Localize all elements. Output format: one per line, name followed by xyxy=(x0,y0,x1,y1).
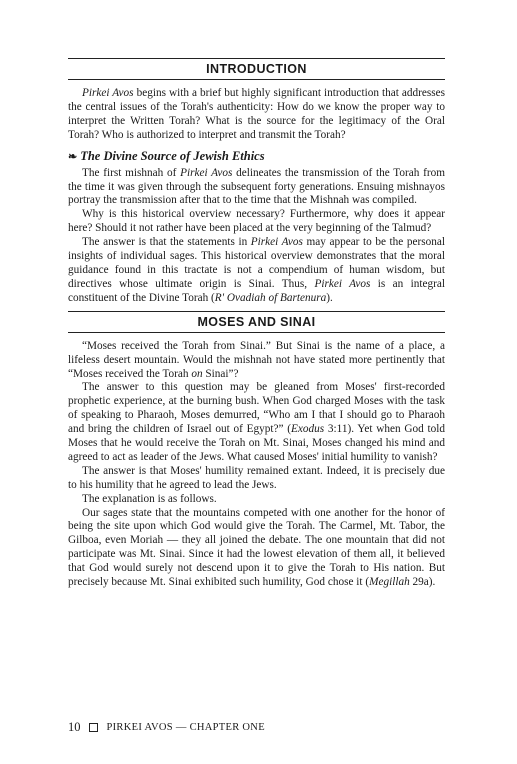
paragraph-2: Why is this historical overview necessary? Furthermore, why does it appear here? Should it not rather have been placed at the very beginning of the Talmud? xyxy=(68,208,445,235)
moses-paragraph-2: The answer to this question may be gleaned from Moses' first-recorded prophetic experience, at the burning bush. When God charged Moses with the task of speaking to Pharaoh, Moses demurred, “Who am I that I should go to Pharaoh and bring the children of Israel out of Egypt?” (Exodus 3:11). Yet when God told Moses that he would receive the Torah on Mt. Sinai, Moses changed his mind and agreed to act as leader of the Jews. What caused Moses' initial humility to vanish? xyxy=(68,381,445,463)
subheading xyxy=(68,149,445,164)
moses-paragraph-4: The explanation is as follows. xyxy=(82,492,217,505)
moses-paragraph-3: The answer is that Moses' humility remained extant. Indeed, it is precisely due to his humility that he agreed to lead the Jews. xyxy=(68,464,445,491)
italic-text: Pirkei Avos xyxy=(250,236,303,249)
ornament-icon: ❧ xyxy=(68,150,78,163)
paragraph-1: The first mishnah of Pirkei Avos delineates the transmission of the Torah from the time it was given through the subsequent forty generations. Ensuing mishnayos portray the transmission after that to the time that the Mishnah was compiled. xyxy=(68,166,445,207)
italic-text: R' Ovadiah of Bartenura xyxy=(214,291,327,304)
moses-paragraph-5: Our sages state that the mountains competed with one another for the honor of being the site upon which God would give the Torah. The Carmel, Mt. Tabor, the Gilboa, even Moriah — they all joined the debate. The one mountain that did not participate was Mt. Sinai. Since it had the lowest elevation of them all, it believed that God would surely not descend upon it to give the Torah to His nation. But precisely because Mt. Sinai exhibited such humility, God chose it (Megillah 29a). xyxy=(68,506,445,589)
intro-paragraph: Pirkei Avos begins with a brief but highly significant introduction that addresses the central issues of the Torah's authenticity: How do we know the proper way to interpret the Written Torah? What is the source for the legitimacy of the Oral Torah? Who is authorized to interpret and transmit the Torah? xyxy=(68,87,445,141)
section-heading-introduction: INTRODUCTION xyxy=(68,58,445,80)
page-number: 10 xyxy=(68,720,81,734)
italic-text: Megillah xyxy=(369,576,410,589)
running-head: PIRKEI AVOS — CHAPTER ONE xyxy=(106,722,265,733)
italic-text: Pirkei Avos xyxy=(314,277,371,290)
page-footer xyxy=(68,720,265,735)
italic-text: on xyxy=(191,367,203,380)
italic-text: Pirkei Avos xyxy=(180,166,233,179)
moses-paragraph-1: “Moses received the Torah from Sinai.” But Sinai is the name of a place, a lifeless desert mountain. Would the mishnah not have stated more pertinently that “Moses received the Torah on Sinai”? xyxy=(68,339,445,380)
subheading-text: The Divine Source of Jewish Ethics xyxy=(80,148,265,163)
italic-text: Exodus xyxy=(291,423,325,436)
box-ornament-icon xyxy=(89,723,98,732)
section-heading-moses-and-sinai: MOSES AND SINAI xyxy=(68,311,445,333)
page-body xyxy=(68,58,445,590)
paragraph-3: The answer is that the statements in Pirkei Avos may appear to be the personal insights of individual sages. This historical overview demonstrates that the moral guidance found in this tractate is not a compendium of human wisdom, but directives whose ultimate origin is Sinai. Thus, Pirkei Avos is an integral constituent of the Divine Torah (R' Ovadiah of Bartenura). xyxy=(68,236,446,304)
italic-text: Pirkei Avos xyxy=(82,87,134,99)
